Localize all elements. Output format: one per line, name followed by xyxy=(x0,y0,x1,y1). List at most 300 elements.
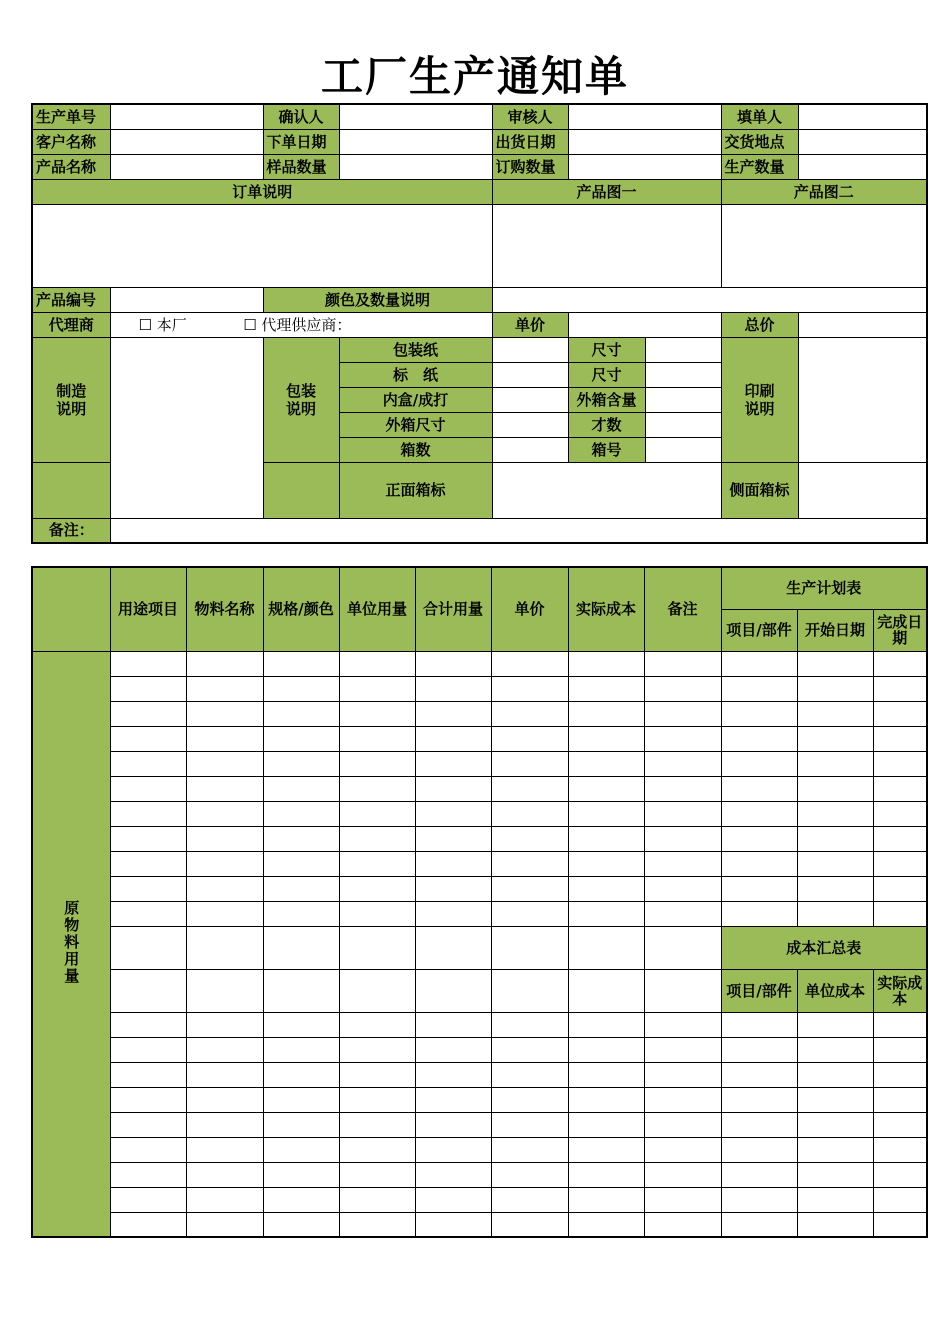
field-size2[interactable] xyxy=(645,362,721,387)
material-cell[interactable] xyxy=(568,776,644,801)
material-cell[interactable] xyxy=(186,901,263,926)
material-cell[interactable] xyxy=(491,969,568,1012)
plan-cell[interactable] xyxy=(797,901,873,926)
plan-cell[interactable] xyxy=(721,801,797,826)
material-cell[interactable] xyxy=(644,701,721,726)
material-cell[interactable] xyxy=(186,1062,263,1087)
material-cell[interactable] xyxy=(110,651,186,676)
material-cell[interactable] xyxy=(491,776,568,801)
field-delivery-place[interactable] xyxy=(798,129,927,154)
label-unit-price: 单价 xyxy=(492,312,568,337)
plan-cell[interactable] xyxy=(797,876,873,901)
cost-cell[interactable] xyxy=(797,1062,873,1087)
material-cell[interactable] xyxy=(415,969,491,1012)
material-cell[interactable] xyxy=(263,726,339,751)
plan-cell[interactable] xyxy=(721,751,797,776)
material-cell[interactable] xyxy=(110,1137,186,1162)
material-cell[interactable] xyxy=(415,651,491,676)
material-cell[interactable] xyxy=(110,851,186,876)
material-cell[interactable] xyxy=(186,851,263,876)
plan-cell[interactable] xyxy=(873,776,927,801)
material-cell[interactable] xyxy=(186,1137,263,1162)
label-remarks: 备注： xyxy=(32,518,110,543)
material-cell[interactable] xyxy=(263,851,339,876)
material-cell[interactable] xyxy=(186,1212,263,1237)
material-cell[interactable] xyxy=(568,1037,644,1062)
material-cell[interactable] xyxy=(110,1112,186,1137)
col-header-purpose: 用途项目 xyxy=(110,567,186,651)
material-cell[interactable] xyxy=(568,1137,644,1162)
field-sample-qty[interactable] xyxy=(339,154,492,179)
plan-cell[interactable] xyxy=(797,851,873,876)
material-cell[interactable] xyxy=(415,926,491,969)
cost-cell[interactable] xyxy=(797,1087,873,1112)
material-cell[interactable] xyxy=(110,776,186,801)
material-cell[interactable] xyxy=(568,1062,644,1087)
label-label-paper: 标 纸 xyxy=(339,362,492,387)
material-cell[interactable] xyxy=(110,701,186,726)
material-cell[interactable] xyxy=(263,1037,339,1062)
material-cell[interactable] xyxy=(415,1012,491,1037)
material-cell[interactable] xyxy=(339,969,415,1012)
material-cell[interactable] xyxy=(644,776,721,801)
field-side-mark[interactable] xyxy=(798,462,927,518)
material-cell[interactable] xyxy=(568,876,644,901)
field-remarks[interactable] xyxy=(110,518,927,543)
material-cell[interactable] xyxy=(263,926,339,969)
plan-cell[interactable] xyxy=(797,826,873,851)
material-cell[interactable] xyxy=(339,776,415,801)
material-cell[interactable] xyxy=(415,901,491,926)
material-cell[interactable] xyxy=(110,801,186,826)
material-cell[interactable] xyxy=(339,1162,415,1187)
cost-cell[interactable] xyxy=(721,1087,797,1112)
material-cell[interactable] xyxy=(339,751,415,776)
cost-cell[interactable] xyxy=(797,1012,873,1037)
material-cell[interactable] xyxy=(263,1137,339,1162)
material-cell[interactable] xyxy=(415,1087,491,1112)
field-label-paper[interactable] xyxy=(492,362,568,387)
material-cell[interactable] xyxy=(644,676,721,701)
material-cell[interactable] xyxy=(568,801,644,826)
material-cell[interactable] xyxy=(186,801,263,826)
material-cell[interactable] xyxy=(186,776,263,801)
plan-cell[interactable] xyxy=(873,651,927,676)
material-cell[interactable] xyxy=(186,1162,263,1187)
material-cell[interactable] xyxy=(415,1187,491,1212)
field-order-date[interactable] xyxy=(339,129,492,154)
table-row xyxy=(32,1062,927,1087)
field-front-mark[interactable] xyxy=(492,462,721,518)
cost-cell[interactable] xyxy=(721,1037,797,1062)
order-form-table xyxy=(31,103,928,544)
material-cell[interactable] xyxy=(568,851,644,876)
plan-cell[interactable] xyxy=(873,801,927,826)
material-cell[interactable] xyxy=(263,969,339,1012)
material-cell[interactable] xyxy=(263,1112,339,1137)
cost-cell[interactable] xyxy=(873,1062,927,1087)
material-cell[interactable] xyxy=(186,726,263,751)
material-cell[interactable] xyxy=(415,851,491,876)
field-confirmer[interactable] xyxy=(339,104,492,129)
material-cell[interactable] xyxy=(339,726,415,751)
material-cell[interactable] xyxy=(644,969,721,1012)
material-cell[interactable] xyxy=(644,1062,721,1087)
table-row xyxy=(32,1187,927,1212)
field-outer-box-qty[interactable] xyxy=(645,387,721,412)
label-agent: 代理商 xyxy=(32,312,110,337)
plan-cell[interactable] xyxy=(873,676,927,701)
material-cell[interactable] xyxy=(415,1112,491,1137)
material-cell[interactable] xyxy=(339,1137,415,1162)
material-cell[interactable] xyxy=(568,901,644,926)
cost-cell[interactable] xyxy=(873,1212,927,1237)
materials-corner xyxy=(32,567,110,651)
field-print-desc[interactable] xyxy=(798,337,927,462)
field-customer-name[interactable] xyxy=(110,129,263,154)
plan-cell[interactable] xyxy=(721,726,797,751)
material-cell[interactable] xyxy=(186,1087,263,1112)
material-cell[interactable] xyxy=(186,1037,263,1062)
material-cell[interactable] xyxy=(644,876,721,901)
material-cell[interactable] xyxy=(110,1037,186,1062)
material-cell[interactable] xyxy=(263,701,339,726)
plan-cell[interactable] xyxy=(873,701,927,726)
material-cell[interactable] xyxy=(568,726,644,751)
cost-cell[interactable] xyxy=(873,1037,927,1062)
material-cell[interactable] xyxy=(491,651,568,676)
material-cell[interactable] xyxy=(491,726,568,751)
material-cell[interactable] xyxy=(415,701,491,726)
material-cell[interactable] xyxy=(491,851,568,876)
material-cell[interactable] xyxy=(110,751,186,776)
material-cell[interactable] xyxy=(415,751,491,776)
material-cell[interactable] xyxy=(491,1212,568,1237)
material-cell[interactable] xyxy=(415,1137,491,1162)
cost-cell[interactable] xyxy=(797,1137,873,1162)
field-box-count[interactable] xyxy=(492,437,568,462)
cost-cell[interactable] xyxy=(721,1062,797,1087)
material-cell[interactable] xyxy=(644,801,721,826)
material-cell[interactable] xyxy=(110,1012,186,1037)
field-outer-box-size[interactable] xyxy=(492,412,568,437)
label-size1: 尺寸 xyxy=(568,337,645,362)
plan-cell[interactable] xyxy=(797,701,873,726)
material-cell[interactable] xyxy=(415,826,491,851)
material-cell[interactable] xyxy=(644,826,721,851)
material-cell[interactable] xyxy=(186,751,263,776)
material-cell[interactable] xyxy=(491,1087,568,1112)
material-cell[interactable] xyxy=(186,826,263,851)
material-cell[interactable] xyxy=(186,1187,263,1212)
material-cell[interactable] xyxy=(110,926,186,969)
field-product-img2[interactable] xyxy=(721,204,927,287)
field-reviewer[interactable] xyxy=(568,104,721,129)
material-cell[interactable] xyxy=(339,1037,415,1062)
field-filler[interactable] xyxy=(798,104,927,129)
table-row xyxy=(32,1162,927,1187)
material-cell[interactable] xyxy=(339,826,415,851)
table-row xyxy=(32,801,927,826)
material-cell[interactable] xyxy=(568,1087,644,1112)
material-cell[interactable] xyxy=(339,876,415,901)
material-cell[interactable] xyxy=(263,826,339,851)
col-header-material-name: 物料名称 xyxy=(186,567,263,651)
material-cell[interactable] xyxy=(110,969,186,1012)
material-cell[interactable] xyxy=(263,651,339,676)
material-cell[interactable] xyxy=(186,701,263,726)
material-cell[interactable] xyxy=(644,1012,721,1037)
material-cell[interactable] xyxy=(491,676,568,701)
label-sample-qty: 样品数量 xyxy=(263,154,339,179)
cost-cell[interactable] xyxy=(873,1112,927,1137)
material-cell[interactable] xyxy=(568,1112,644,1137)
material-cell[interactable] xyxy=(491,826,568,851)
cost-cell[interactable] xyxy=(721,1212,797,1237)
material-cell[interactable] xyxy=(415,726,491,751)
material-cell[interactable] xyxy=(186,876,263,901)
material-cell[interactable] xyxy=(491,1112,568,1137)
material-cell[interactable] xyxy=(110,1062,186,1087)
plan-cell[interactable] xyxy=(797,651,873,676)
material-cell[interactable] xyxy=(644,1137,721,1162)
material-cell[interactable] xyxy=(186,926,263,969)
material-cell[interactable] xyxy=(339,926,415,969)
field-product-code[interactable] xyxy=(110,287,263,312)
plan-cell[interactable] xyxy=(721,901,797,926)
material-cell[interactable] xyxy=(644,1187,721,1212)
field-product-img1[interactable] xyxy=(492,204,721,287)
material-cell[interactable] xyxy=(568,1212,644,1237)
material-cell[interactable] xyxy=(110,876,186,901)
material-cell[interactable] xyxy=(491,901,568,926)
cost-cell[interactable] xyxy=(721,1012,797,1037)
plan-cell[interactable] xyxy=(873,751,927,776)
material-cell[interactable] xyxy=(263,1012,339,1037)
field-size1[interactable] xyxy=(645,337,721,362)
material-cell[interactable] xyxy=(644,751,721,776)
plan-cell[interactable] xyxy=(873,826,927,851)
plan-cell[interactable] xyxy=(873,901,927,926)
material-cell[interactable] xyxy=(568,1012,644,1037)
material-cell[interactable] xyxy=(263,1187,339,1212)
label-order-qty: 订购数量 xyxy=(492,154,568,179)
material-cell[interactable] xyxy=(339,1112,415,1137)
plan-cell[interactable] xyxy=(873,726,927,751)
cost-cell[interactable] xyxy=(873,1162,927,1187)
material-cell[interactable] xyxy=(263,1087,339,1112)
material-cell[interactable] xyxy=(491,701,568,726)
material-cell[interactable] xyxy=(339,851,415,876)
material-cell[interactable] xyxy=(568,651,644,676)
plan-title: 生产计划表 xyxy=(721,567,927,609)
material-cell[interactable] xyxy=(110,726,186,751)
material-cell[interactable] xyxy=(644,1162,721,1187)
material-cell[interactable] xyxy=(568,1162,644,1187)
material-cell[interactable] xyxy=(568,969,644,1012)
cost-cell[interactable] xyxy=(721,1187,797,1212)
material-cell[interactable] xyxy=(186,1112,263,1137)
plan-cell[interactable] xyxy=(797,726,873,751)
cost-cell[interactable] xyxy=(873,1187,927,1212)
material-cell[interactable] xyxy=(339,801,415,826)
option-factory[interactable]: ☐ 本厂 xyxy=(138,315,187,334)
material-cell[interactable] xyxy=(186,1012,263,1037)
field-box-no[interactable] xyxy=(645,437,721,462)
material-cell[interactable] xyxy=(186,651,263,676)
field-product-name[interactable] xyxy=(110,154,263,179)
material-cell[interactable] xyxy=(263,901,339,926)
cost-cell[interactable] xyxy=(873,1087,927,1112)
plan-cell[interactable] xyxy=(797,801,873,826)
material-cell[interactable] xyxy=(568,676,644,701)
material-cell[interactable] xyxy=(568,826,644,851)
field-production-order-no[interactable] xyxy=(110,104,263,129)
col-header-actual-cost: 实际成本 xyxy=(568,567,644,651)
cost-cell[interactable] xyxy=(797,1187,873,1212)
material-cell[interactable] xyxy=(491,1012,568,1037)
material-cell[interactable] xyxy=(415,1212,491,1237)
material-cell[interactable] xyxy=(491,1037,568,1062)
cost-cell[interactable] xyxy=(873,1137,927,1162)
label-front-mark: 正面箱标 xyxy=(339,462,492,518)
field-ship-date[interactable] xyxy=(568,129,721,154)
plan-cell[interactable] xyxy=(797,676,873,701)
material-cell[interactable] xyxy=(568,926,644,969)
material-cell[interactable] xyxy=(339,701,415,726)
plan-cell[interactable] xyxy=(721,851,797,876)
field-manufacture-desc[interactable] xyxy=(110,337,263,518)
label-inner-box: 内盒/成打 xyxy=(339,387,492,412)
material-cell[interactable] xyxy=(644,926,721,969)
material-cell[interactable] xyxy=(415,1162,491,1187)
material-cell[interactable] xyxy=(339,1012,415,1037)
plan-cell[interactable] xyxy=(873,876,927,901)
material-cell[interactable] xyxy=(186,676,263,701)
material-cell[interactable] xyxy=(110,1212,186,1237)
material-cell[interactable] xyxy=(644,1112,721,1137)
cost-cell[interactable] xyxy=(873,1012,927,1037)
plan-cell[interactable] xyxy=(873,851,927,876)
material-cell[interactable] xyxy=(644,651,721,676)
plan-cell[interactable] xyxy=(721,701,797,726)
table-row xyxy=(32,876,927,901)
cost-cell[interactable] xyxy=(721,1137,797,1162)
material-cell[interactable] xyxy=(186,969,263,1012)
table-row xyxy=(32,826,927,851)
material-cell[interactable] xyxy=(339,1187,415,1212)
plan-cell[interactable] xyxy=(721,651,797,676)
material-cell[interactable] xyxy=(263,1212,339,1237)
material-cell[interactable] xyxy=(644,1037,721,1062)
material-cell[interactable] xyxy=(644,726,721,751)
header-product-img1: 产品图一 xyxy=(492,179,721,204)
material-cell[interactable] xyxy=(491,801,568,826)
material-cell[interactable] xyxy=(644,1212,721,1237)
material-cell[interactable] xyxy=(339,901,415,926)
table-row xyxy=(32,1012,927,1037)
material-cell[interactable] xyxy=(263,676,339,701)
option-supplier[interactable]: ☐ 代理供应商： xyxy=(243,315,352,334)
material-cell[interactable] xyxy=(339,1062,415,1087)
label-outer-box-size: 外箱尺寸 xyxy=(339,412,492,437)
material-cell[interactable] xyxy=(644,851,721,876)
plan-cell[interactable] xyxy=(721,826,797,851)
field-unit-price[interactable] xyxy=(568,312,721,337)
cost-cell[interactable] xyxy=(797,1212,873,1237)
plan-cell[interactable] xyxy=(797,776,873,801)
field-cubic[interactable] xyxy=(645,412,721,437)
cost-cell[interactable] xyxy=(721,1162,797,1187)
plan-cell[interactable] xyxy=(797,751,873,776)
table-row xyxy=(32,969,927,1012)
material-cell[interactable] xyxy=(491,1062,568,1087)
material-cell[interactable] xyxy=(263,876,339,901)
material-cell[interactable] xyxy=(568,1187,644,1212)
field-packing-paper[interactable] xyxy=(492,337,568,362)
material-cell[interactable] xyxy=(263,776,339,801)
material-cell[interactable] xyxy=(491,751,568,776)
material-cell[interactable] xyxy=(110,1187,186,1212)
material-cell[interactable] xyxy=(263,801,339,826)
material-cell[interactable] xyxy=(415,776,491,801)
cost-cell[interactable] xyxy=(797,1162,873,1187)
table-row xyxy=(32,1112,927,1137)
material-cell[interactable] xyxy=(263,751,339,776)
cost-cell[interactable] xyxy=(797,1112,873,1137)
material-cell[interactable] xyxy=(110,1087,186,1112)
material-cell[interactable] xyxy=(110,826,186,851)
cost-cell[interactable] xyxy=(721,1112,797,1137)
material-cell[interactable] xyxy=(644,901,721,926)
field-order-qty[interactable] xyxy=(568,154,721,179)
material-cell[interactable] xyxy=(568,701,644,726)
material-cell[interactable] xyxy=(415,876,491,901)
material-cell[interactable] xyxy=(263,1062,339,1087)
material-cell[interactable] xyxy=(491,876,568,901)
plan-cell[interactable] xyxy=(721,676,797,701)
material-cell[interactable] xyxy=(339,1212,415,1237)
field-order-desc[interactable] xyxy=(32,204,492,287)
material-cell[interactable] xyxy=(263,1162,339,1187)
material-cell[interactable] xyxy=(110,1162,186,1187)
material-cell[interactable] xyxy=(110,901,186,926)
field-inner-box[interactable] xyxy=(492,387,568,412)
material-cell[interactable] xyxy=(339,676,415,701)
plan-cell[interactable] xyxy=(721,776,797,801)
field-production-qty[interactable] xyxy=(798,154,927,179)
material-cell[interactable] xyxy=(415,1062,491,1087)
material-cell[interactable] xyxy=(491,1162,568,1187)
material-cell[interactable] xyxy=(415,1037,491,1062)
label-outer-box-qty: 外箱含量 xyxy=(568,387,645,412)
material-cell[interactable] xyxy=(339,651,415,676)
material-cell[interactable] xyxy=(491,1137,568,1162)
material-cell[interactable] xyxy=(339,1087,415,1112)
cost-cell[interactable] xyxy=(797,1037,873,1062)
material-cell[interactable] xyxy=(568,751,644,776)
material-cell[interactable] xyxy=(644,1087,721,1112)
field-color-qty-desc[interactable] xyxy=(492,287,927,312)
material-cell[interactable] xyxy=(110,676,186,701)
material-cell[interactable] xyxy=(415,801,491,826)
field-total-price[interactable] xyxy=(798,312,927,337)
plan-cell[interactable] xyxy=(721,876,797,901)
material-cell[interactable] xyxy=(491,926,568,969)
material-cell[interactable] xyxy=(415,676,491,701)
cost-title: 成本汇总表 xyxy=(721,926,927,969)
material-cell[interactable] xyxy=(491,1187,568,1212)
